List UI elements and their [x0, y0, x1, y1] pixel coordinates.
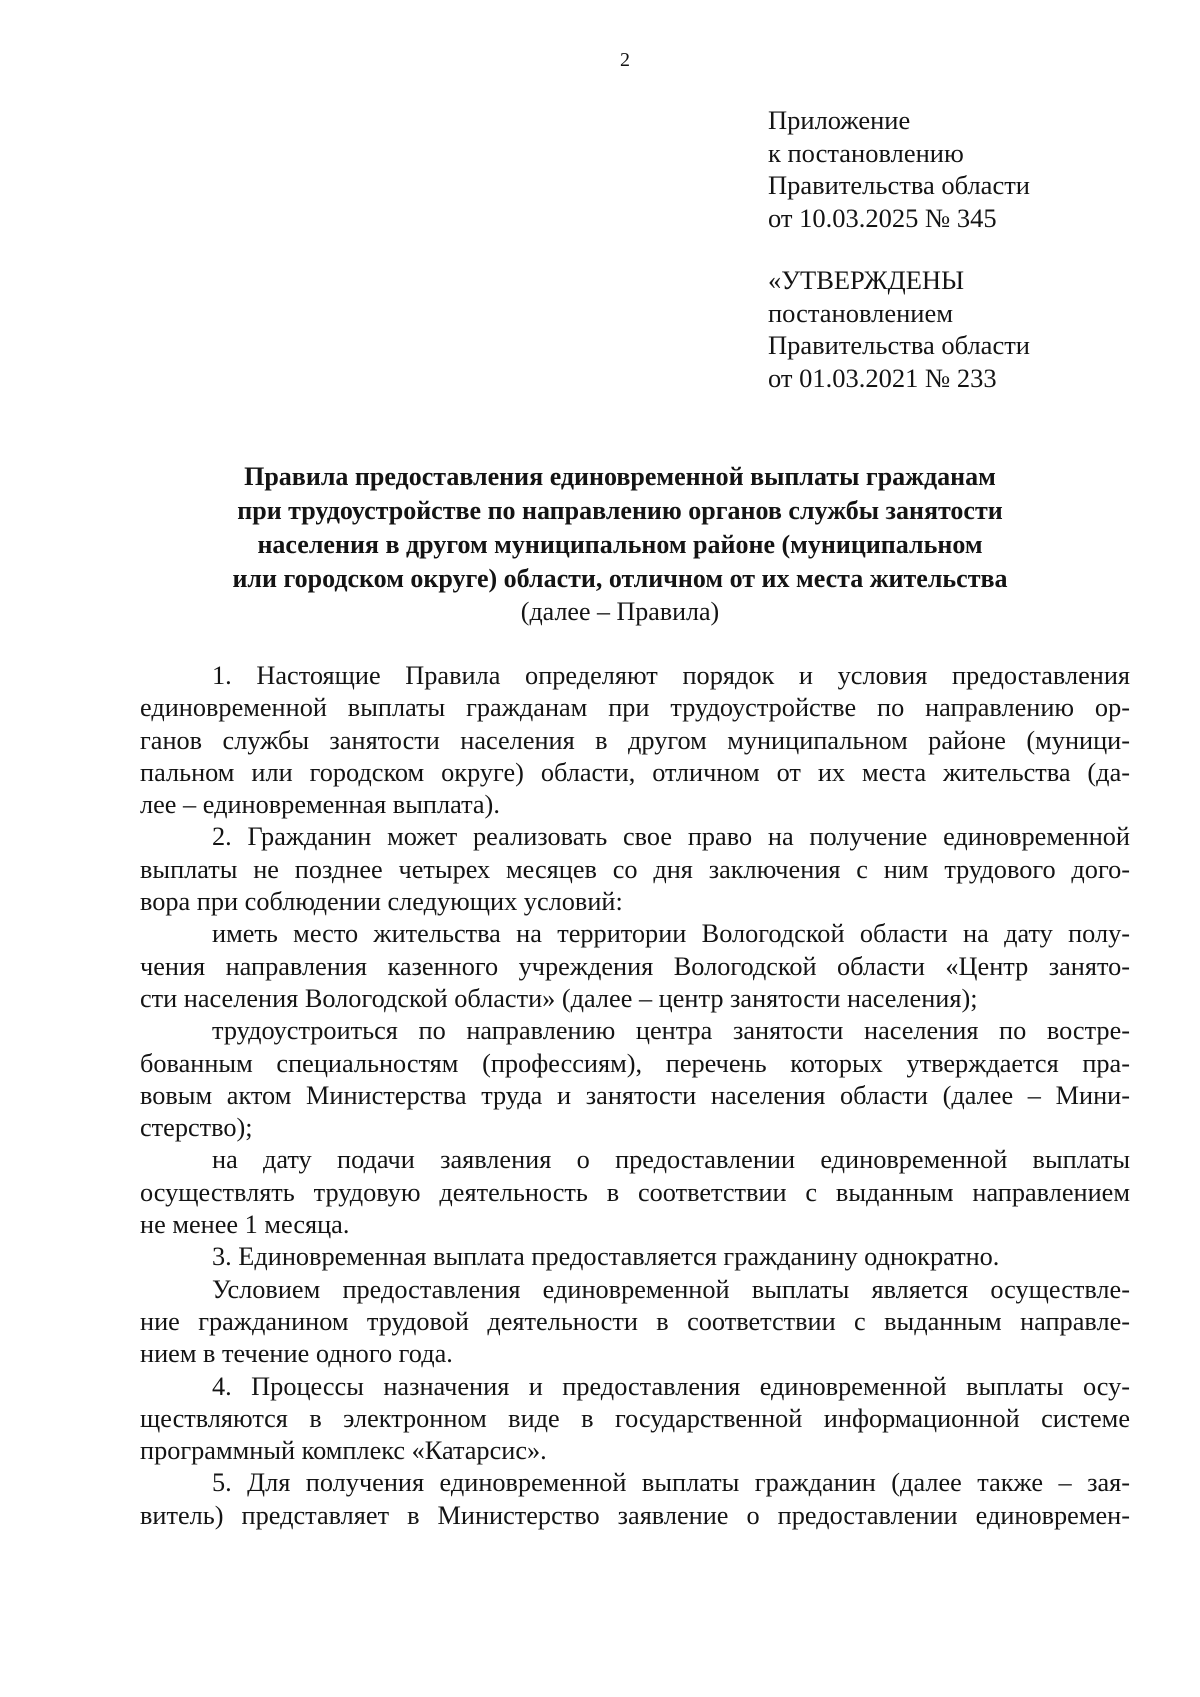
body-line: не менее 1 месяца.	[140, 1210, 350, 1240]
attachment-line: Приложение	[768, 105, 911, 135]
body-line: на дату подачи заявления о предоставлении единовременной выплаты	[212, 1145, 1130, 1175]
body-line: пальном или городском округе) области, отличном от их места жительства (да-	[140, 757, 1130, 787]
body-line: 3. Единовременная выплата предоставляется гражданину однократно.	[212, 1242, 1000, 1272]
body-line: ганов службы занятости населения в другом муниципальном районе (муници-	[140, 725, 1130, 755]
attachment-line: Правительства области	[768, 170, 1030, 200]
title-line: или городском округе) области, отличном от их места жительства	[232, 564, 1008, 593]
body-line: вовым актом Министерства труда и занятости населения области (далее – Мини-	[140, 1080, 1130, 1110]
attachment-line: от 10.03.2025 № 345	[768, 202, 997, 233]
body-line: осуществлять трудовую деятельность в соответствии с выданным направлением	[140, 1177, 1130, 1207]
document-subtitle: (далее – Правила)	[520, 597, 720, 626]
approval-line: от 01.03.2021 № 233	[768, 362, 997, 393]
body-line: лее – единовременная выплата).	[140, 790, 500, 820]
attachment-header	[768, 104, 1030, 234]
body-line: вора при соблюдении следующих условий:	[140, 887, 623, 917]
body-line: стерство);	[140, 1113, 253, 1143]
body-line: трудоустроиться по направлению центра занятости населения по востре-	[212, 1016, 1130, 1046]
body-line: 1. Настоящие Правила определяют порядок и условия предоставления	[212, 661, 1130, 690]
page-number: 2	[620, 49, 630, 71]
body-line: витель) представляет в Министерство заявление о предоставлении единовремен-	[140, 1500, 1130, 1530]
body-line: иметь место жительства на территории Вологодской области на дату полу-	[212, 919, 1130, 949]
document-body	[140, 660, 1130, 1532]
body-line: сти населения Вологодской области» (далее – центр занятости населения);	[140, 983, 978, 1013]
title-line: Правила предоставления единовременной выплаты гражданам	[244, 462, 996, 491]
body-line: нием в течение одного года.	[140, 1339, 453, 1369]
approval-header	[768, 264, 1030, 394]
body-line: 2. Гражданин может реализовать свое право на получение единовременной	[212, 822, 1130, 852]
document-title	[130, 460, 1110, 596]
body-line: ществляются в электронном виде в государственной информационной системе	[140, 1403, 1130, 1433]
title-line: населения в другом муниципальном районе (муниципальном	[257, 530, 983, 559]
body-line: 4. Процессы назначения и предоставления единовременной выплаты осу-	[212, 1371, 1130, 1401]
title-line: при трудоустройстве по направлению органов службы занятости	[237, 496, 1003, 525]
body-line: 5. Для получения единовременной выплаты гражданин (далее также – зая-	[212, 1468, 1130, 1498]
body-line: бованным специальностям (профессиям), перечень которых утверждается пра-	[140, 1048, 1130, 1078]
body-line: выплаты не позднее четырех месяцев со дня заключения с ним трудового дого-	[140, 854, 1130, 884]
approval-line: постановлением	[768, 297, 953, 328]
body-line: единовременной выплаты гражданам при трудоустройстве по направлению ор-	[140, 693, 1130, 723]
body-line: чения направления казенного учреждения Вологодской области «Центр занято-	[140, 951, 1130, 981]
body-line: программный комплекс «Катарсис».	[140, 1436, 547, 1466]
body-line: ние гражданином трудовой деятельности в соответствии с выданным направле-	[140, 1306, 1130, 1336]
approval-line: «УТВЕРЖДЕНЫ	[768, 265, 965, 295]
body-line: Условием предоставления единовременной выплаты является осуществле-	[212, 1274, 1130, 1304]
attachment-line: к постановлению	[768, 137, 964, 168]
approval-line: Правительства области	[768, 330, 1030, 360]
